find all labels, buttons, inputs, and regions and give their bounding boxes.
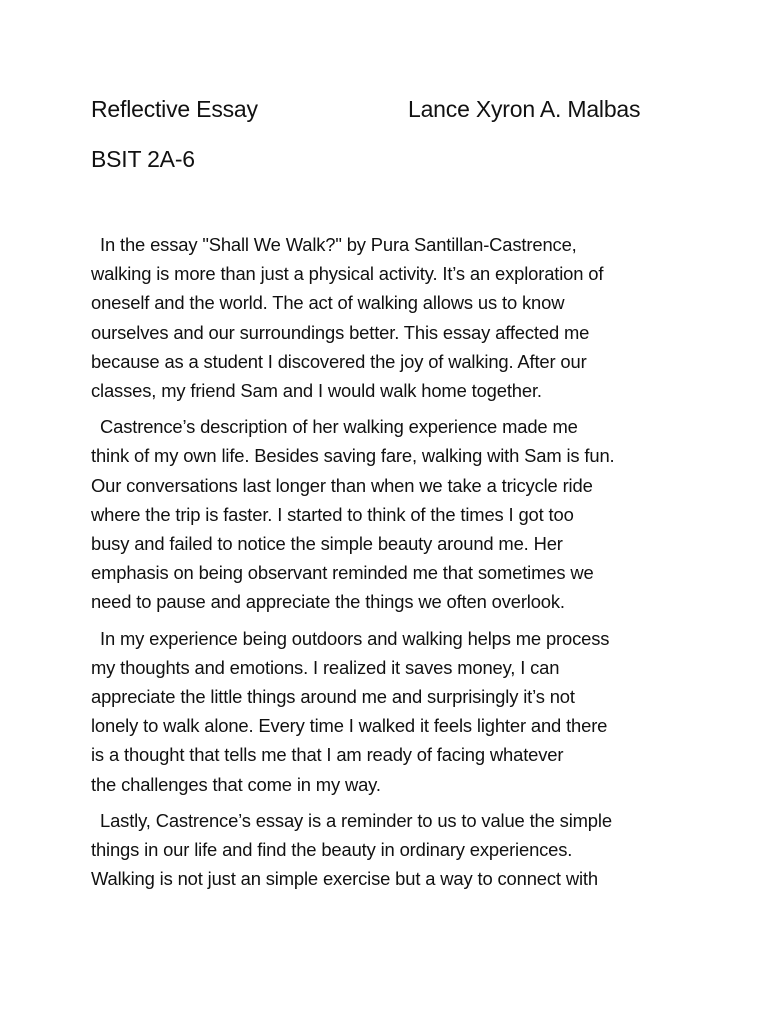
- heading-row: [91, 92, 691, 126]
- paragraph-line: Walking is not just an simple exercise but a way to connect with: [91, 868, 598, 890]
- paragraph-line: because as a student I discovered the joy of walking. After our: [91, 350, 587, 372]
- document-type: Reflective Essay: [91, 96, 258, 122]
- paragraph-line: oneself and the world. The act of walking allows us to know: [91, 292, 565, 314]
- paragraph-line: ourselves and our surroundings better. This essay affected me: [91, 321, 590, 343]
- paragraph-line: busy and failed to notice the simple beauty around me. Her: [91, 533, 563, 555]
- paragraph-line: In the essay "Shall We Walk?" by Pura Santillan-Castrence,: [100, 234, 577, 255]
- paragraph-line: walking is more than just a physical activity. It’s an exploration of: [91, 263, 604, 285]
- paragraph-line: think of my own life. Besides saving fare, walking with Sam is fun.: [91, 445, 615, 467]
- paragraph-line: need to pause and appreciate the things we often overlook.: [91, 591, 565, 613]
- author-name: Lance Xyron A. Malbas: [408, 96, 641, 122]
- paragraph-line: where the trip is faster. I started to think of the times I got too: [91, 503, 574, 525]
- paragraph-line: is a thought that tells me that I am ready of facing whatever: [91, 744, 564, 766]
- paragraph-line: classes, my friend Sam and I would walk home together.: [91, 380, 542, 402]
- paragraph-line: Castrence’s description of her walking experience made me: [100, 416, 578, 438]
- class-section: BSIT 2A-6: [91, 146, 195, 172]
- paragraph-line: emphasis on being observant reminded me that sometimes we: [91, 562, 594, 584]
- paragraph-4: [91, 806, 681, 894]
- paragraph-line: the challenges that come in my way.: [91, 773, 381, 795]
- paragraph-line: In my experience being outdoors and walking helps me process: [100, 627, 610, 649]
- paragraph-line: appreciate the little things around me and surprisingly it’s not: [91, 686, 575, 708]
- paragraph-line: Lastly, Castrence’s essay is a reminder to us to value the simple: [100, 809, 612, 831]
- paragraph-3: [91, 624, 681, 799]
- paragraph-line: things in our life and find the beauty in ordinary experiences.: [91, 839, 573, 861]
- paragraph-2: [91, 412, 681, 616]
- paragraph-line: my thoughts and emotions. I realized it saves money, I can: [91, 656, 560, 678]
- paragraph-line: Our conversations last longer than when we take a tricycle ride: [91, 474, 593, 496]
- essay-body: [91, 230, 681, 900]
- paragraph-line: lonely to walk alone. Every time I walked it feels lighter and there: [91, 715, 608, 737]
- paragraph-1: [91, 230, 681, 405]
